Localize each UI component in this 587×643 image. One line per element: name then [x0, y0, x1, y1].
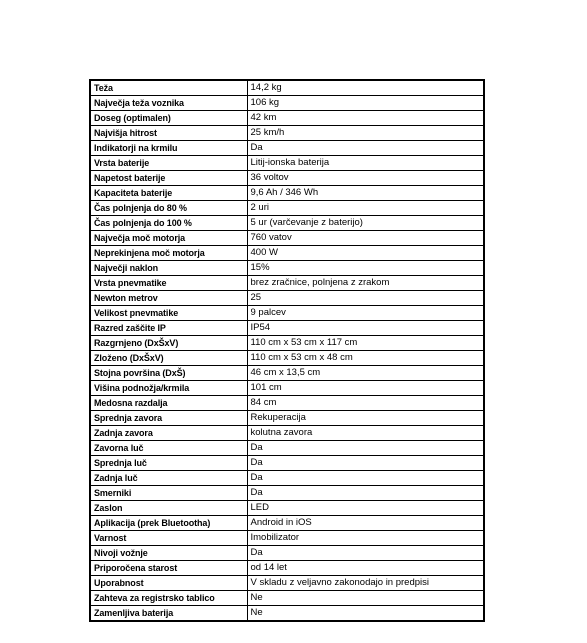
spec-value: od 14 let: [247, 561, 484, 576]
spec-label: Sprednja zavora: [90, 411, 247, 426]
spec-label: Smerniki: [90, 486, 247, 501]
spec-row: [90, 96, 484, 111]
spec-value: Da: [247, 456, 484, 471]
spec-row: [90, 306, 484, 321]
spec-row: [90, 411, 484, 426]
spec-label: Najvišja hitrost: [90, 126, 247, 141]
spec-row: [90, 501, 484, 516]
spec-label: Priporočena starost: [90, 561, 247, 576]
spec-label: Višina podnožja/krmila: [90, 381, 247, 396]
spec-row: [90, 381, 484, 396]
spec-label: Vrsta pnevmatike: [90, 276, 247, 291]
spec-value: 14,2 kg: [247, 80, 484, 96]
spec-row: [90, 426, 484, 441]
spec-row: [90, 591, 484, 606]
spec-label: Aplikacija (prek Bluetootha): [90, 516, 247, 531]
spec-value: 5 ur (varčevanje z baterijo): [247, 216, 484, 231]
spec-value: 46 cm x 13,5 cm: [247, 366, 484, 381]
spec-label: Zloženo (DxŠxV): [90, 351, 247, 366]
spec-row: [90, 516, 484, 531]
spec-row: [90, 246, 484, 261]
spec-value: 9 palcev: [247, 306, 484, 321]
spec-row: [90, 186, 484, 201]
spec-value: 760 vatov: [247, 231, 484, 246]
spec-label: Varnost: [90, 531, 247, 546]
spec-row: [90, 576, 484, 591]
spec-row: [90, 546, 484, 561]
spec-label: Velikost pnevmatike: [90, 306, 247, 321]
spec-row: [90, 216, 484, 231]
spec-label: Zadnja zavora: [90, 426, 247, 441]
spec-value: Da: [247, 486, 484, 501]
spec-row: [90, 336, 484, 351]
spec-value: 84 cm: [247, 396, 484, 411]
spec-row: [90, 456, 484, 471]
spec-label: Zadnja luč: [90, 471, 247, 486]
spec-value: IP54: [247, 321, 484, 336]
spec-value: 101 cm: [247, 381, 484, 396]
spec-row: [90, 321, 484, 336]
spec-row: [90, 171, 484, 186]
specifications-table: [89, 79, 485, 622]
spec-row: [90, 261, 484, 276]
spec-value: 25 km/h: [247, 126, 484, 141]
spec-row: [90, 531, 484, 546]
spec-label: Vrsta baterije: [90, 156, 247, 171]
spec-value: LED: [247, 501, 484, 516]
spec-value: Litij-ionska baterija: [247, 156, 484, 171]
spec-row: [90, 366, 484, 381]
spec-label: Razgrnjeno (DxŠxV): [90, 336, 247, 351]
spec-row: [90, 396, 484, 411]
spec-value: Da: [247, 546, 484, 561]
spec-value: Da: [247, 471, 484, 486]
spec-value: kolutna zavora: [247, 426, 484, 441]
spec-label: Newton metrov: [90, 291, 247, 306]
spec-row: [90, 111, 484, 126]
spec-row: [90, 291, 484, 306]
spec-label: Uporabnost: [90, 576, 247, 591]
spec-row: [90, 486, 484, 501]
spec-row: [90, 156, 484, 171]
spec-label: Zahteva za registrsko tablico: [90, 591, 247, 606]
spec-row: [90, 80, 484, 96]
spec-label: Zavorna luč: [90, 441, 247, 456]
spec-value: Ne: [247, 591, 484, 606]
spec-row: [90, 276, 484, 291]
spec-value: 36 voltov: [247, 171, 484, 186]
spec-label: Čas polnjenja do 80 %: [90, 201, 247, 216]
spec-label: Sprednja luč: [90, 456, 247, 471]
spec-label: Največja moč motorja: [90, 231, 247, 246]
spec-value: 106 kg: [247, 96, 484, 111]
spec-label: Stojna površina (DxŠ): [90, 366, 247, 381]
spec-row: [90, 141, 484, 156]
spec-row: [90, 561, 484, 576]
spec-label: Neprekinjena moč motorja: [90, 246, 247, 261]
spec-row: [90, 441, 484, 456]
spec-label: Napetost baterije: [90, 171, 247, 186]
specifications-table-body: [90, 80, 484, 621]
spec-label: Razred zaščite IP: [90, 321, 247, 336]
spec-value: Da: [247, 441, 484, 456]
spec-label: Zamenljiva baterija: [90, 606, 247, 622]
spec-label: Največja teža voznika: [90, 96, 247, 111]
spec-row: [90, 231, 484, 246]
spec-value: Rekuperacija: [247, 411, 484, 426]
spec-row: [90, 201, 484, 216]
spec-label: Kapaciteta baterije: [90, 186, 247, 201]
spec-value: 110 cm x 53 cm x 117 cm: [247, 336, 484, 351]
spec-value: 42 km: [247, 111, 484, 126]
spec-label: Teža: [90, 80, 247, 96]
spec-value: 2 uri: [247, 201, 484, 216]
spec-label: Zaslon: [90, 501, 247, 516]
spec-row: [90, 126, 484, 141]
spec-row: [90, 471, 484, 486]
spec-value: 15%: [247, 261, 484, 276]
spec-value: 110 cm x 53 cm x 48 cm: [247, 351, 484, 366]
spec-value: Da: [247, 141, 484, 156]
spec-label: Največji naklon: [90, 261, 247, 276]
spec-value: Android in iOS: [247, 516, 484, 531]
spec-value: 9,6 Ah / 346 Wh: [247, 186, 484, 201]
spec-label: Čas polnjenja do 100 %: [90, 216, 247, 231]
spec-value: 25: [247, 291, 484, 306]
spec-row: [90, 351, 484, 366]
spec-value: Imobilizator: [247, 531, 484, 546]
spec-label: Nivoji vožnje: [90, 546, 247, 561]
spec-label: Doseg (optimalen): [90, 111, 247, 126]
spec-value: Ne: [250, 607, 263, 618]
spec-value: 400 W: [247, 246, 484, 261]
spec-row: [90, 606, 484, 622]
spec-label: Medosna razdalja: [90, 396, 247, 411]
spec-value: V skladu z veljavno zakonodajo in predpisi: [247, 576, 484, 591]
spec-label: Indikatorji na krmilu: [90, 141, 247, 156]
spec-value: brez zračnice, polnjena z zrakom: [247, 276, 484, 291]
